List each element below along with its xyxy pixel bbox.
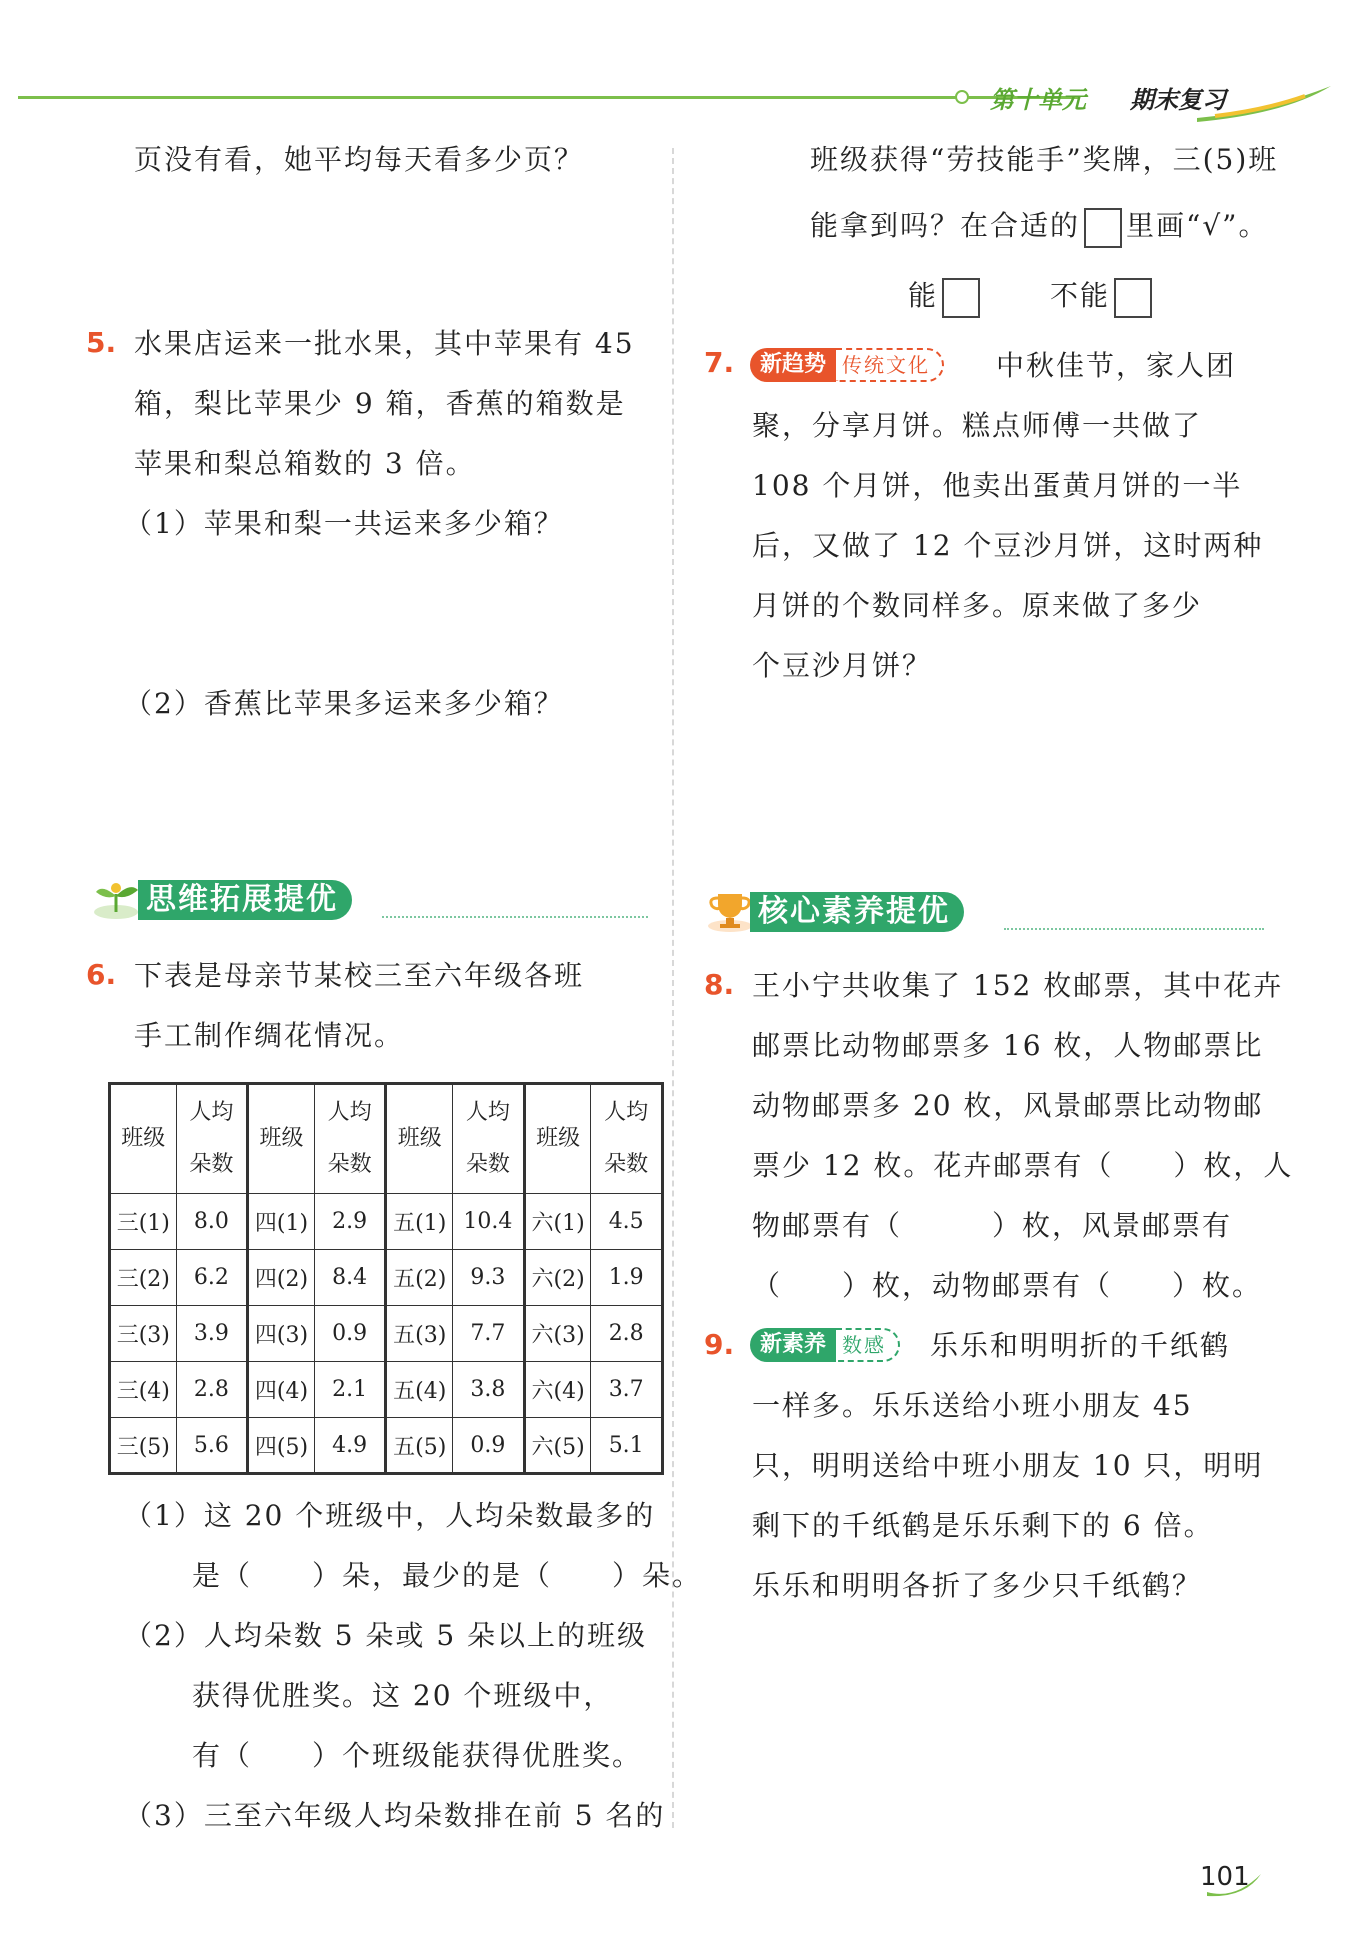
- q9-line-1: 乐乐和明明折的千纸鹤: [930, 1329, 1231, 1362]
- section-dots: [382, 916, 648, 918]
- question-number-8: 8.: [704, 968, 735, 1001]
- header-title: 期末复习: [1130, 86, 1226, 114]
- q6-line-2: 手工制作绸花情况。: [134, 1019, 405, 1052]
- table-header-class: 班级: [386, 1084, 453, 1194]
- table-header-row: [110, 1084, 663, 1194]
- table-header-class: 班级: [248, 1084, 315, 1194]
- q7-line-2: 聚，分享月饼。糕点师傅一共做了: [752, 409, 1203, 442]
- q9-line-3: 只，明明送给中班小朋友 10 只，明明: [752, 1449, 1264, 1482]
- q8-line-5: 物邮票有（ ）枚，风景邮票有: [752, 1209, 1233, 1242]
- table-cell: 9.3: [453, 1250, 525, 1306]
- question-number-7: 7.: [704, 346, 735, 379]
- table-cell: 四(2): [248, 1250, 315, 1306]
- option-no: 不能: [1050, 266, 1156, 326]
- q7-line-1: 中秋佳节，家人团: [996, 349, 1237, 382]
- option-yes: 能: [908, 266, 984, 326]
- q9-line-2: 一样多。乐乐送给小班小朋友 45: [752, 1389, 1193, 1422]
- q6-sub-2c: 有（ ）个班级能获得优胜奖。: [192, 1739, 643, 1772]
- table-cell: 三(4): [110, 1362, 177, 1418]
- q8-line-1: 王小宁共收集了 152 枚邮票，其中花卉: [752, 969, 1284, 1002]
- section-title: 核心素养提优: [750, 892, 964, 932]
- section-dots: [1004, 928, 1264, 930]
- table-cell: 四(3): [248, 1306, 315, 1362]
- table-cell: 三(5): [110, 1418, 177, 1474]
- table-cell: 3.7: [591, 1362, 663, 1418]
- table-cell: 六(1): [524, 1194, 591, 1250]
- table-cell: 三(1): [110, 1194, 177, 1250]
- checkbox-yes[interactable]: [942, 278, 980, 318]
- header-rule: [18, 96, 1078, 99]
- table-cell: 四(4): [248, 1362, 315, 1418]
- table-cell: 10.4: [453, 1194, 525, 1250]
- table-cell: 8.0: [176, 1194, 248, 1250]
- sprout-icon: [92, 876, 144, 922]
- q6-sub-1b: 是（ ）朵，最少的是（ ）朵。: [192, 1559, 703, 1592]
- q7-line-4: 后，又做了 12 个豆沙月饼，这时两种: [752, 529, 1264, 562]
- table-cell: 1.9: [591, 1250, 663, 1306]
- table-header-avg: 人均 朵数: [176, 1084, 248, 1194]
- table-cell: 五(2): [386, 1250, 453, 1306]
- table-cell: 2.9: [314, 1194, 386, 1250]
- table-cell: 3.8: [453, 1362, 525, 1418]
- trophy-icon: [704, 888, 756, 934]
- table-row: [110, 1362, 663, 1418]
- table-cell: 0.9: [314, 1306, 386, 1362]
- table-cell: 四(5): [248, 1418, 315, 1474]
- table-header-avg: 人均 朵数: [453, 1084, 525, 1194]
- q5-line-1: 水果店运来一批水果，其中苹果有 45: [134, 327, 635, 360]
- table-header-class: 班级: [110, 1084, 177, 1194]
- table-cell: 4.5: [591, 1194, 663, 1250]
- table-cell: 五(3): [386, 1306, 453, 1362]
- tag-literacy: 新素养 数感: [750, 1328, 900, 1364]
- q8-line-4: 票少 12 枚。花卉邮票有（ ）枚，人: [752, 1149, 1294, 1182]
- q6-sub-2a: （2）人均朵数 5 朵或 5 朵以上的班级: [124, 1619, 648, 1652]
- table-header-avg: 人均 朵数: [314, 1084, 386, 1194]
- tag-trend: 新趋势 传统文化: [750, 348, 944, 384]
- table-cell: 3.9: [176, 1306, 248, 1362]
- table-cell: 六(3): [524, 1306, 591, 1362]
- table-cell: 六(4): [524, 1362, 591, 1418]
- table-cell: 六(2): [524, 1250, 591, 1306]
- table-cell: 4.9: [314, 1418, 386, 1474]
- q7-line-6: 个豆沙月饼？: [752, 649, 933, 682]
- table-row: [110, 1418, 663, 1474]
- q6-sub-2b: 获得优胜奖。这 20 个班级中，: [192, 1679, 614, 1712]
- section-title: 思维拓展提优: [138, 880, 352, 920]
- q6-sub-1a: （1）这 20 个班级中，人均朵数最多的: [124, 1499, 656, 1532]
- q5-sub-1: （1）苹果和梨一共运来多少箱？: [124, 507, 564, 540]
- table-cell: 6.2: [176, 1250, 248, 1306]
- q6-line-1: 下表是母亲节某校三至六年级各班: [134, 959, 585, 992]
- q8-line-3: 动物邮票多 20 枚，风景邮票比动物邮: [752, 1089, 1264, 1122]
- table-cell: 5.1: [591, 1418, 663, 1474]
- table-header-class: 班级: [524, 1084, 591, 1194]
- q5-sub-2: （2）香蕉比苹果多运来多少箱？: [124, 687, 564, 720]
- q7-line-5: 月饼的个数同样多。原来做了多少: [752, 589, 1203, 622]
- table-cell: 2.8: [176, 1362, 248, 1418]
- swoosh-icon: [1195, 84, 1335, 124]
- table-cell: 五(4): [386, 1362, 453, 1418]
- table-cell: 四(1): [248, 1194, 315, 1250]
- q9-line-4: 剩下的千纸鹤是乐乐剩下的 6 倍。: [752, 1509, 1214, 1542]
- answer-box-inline: [1084, 208, 1122, 248]
- q8-line-6: （ ）枚，动物邮票有（ ）枚。: [752, 1269, 1263, 1302]
- q4-tail: 页没有看，她平均每天看多少页？: [134, 143, 585, 176]
- table-cell: 5.6: [176, 1418, 248, 1474]
- table-row: [110, 1250, 663, 1306]
- q6-tail-1: 班级获得“劳技能手”奖牌，三(5)班: [810, 143, 1279, 176]
- table-row: [110, 1194, 663, 1250]
- table-cell: 三(2): [110, 1250, 177, 1306]
- checkbox-no[interactable]: [1114, 278, 1152, 318]
- table-cell: 五(1): [386, 1194, 453, 1250]
- table-cell: 2.8: [591, 1306, 663, 1362]
- page-swoosh-icon: [1205, 1870, 1265, 1900]
- header-unit: 第十单元: [990, 86, 1086, 114]
- q5-line-3: 苹果和梨总箱数的 3 倍。: [134, 447, 476, 480]
- table-cell: 2.1: [314, 1362, 386, 1418]
- question-number-5: 5.: [86, 326, 117, 359]
- flower-table: [108, 1082, 664, 1475]
- table-cell: 0.9: [453, 1418, 525, 1474]
- question-number-6: 6.: [86, 958, 117, 991]
- question-number-9: 9.: [704, 1328, 735, 1361]
- table-cell: 五(5): [386, 1418, 453, 1474]
- q8-line-2: 邮票比动物邮票多 16 枚，人物邮票比: [752, 1029, 1264, 1062]
- q6-tail-2: 能拿到吗？在合适的 里画“√”。: [810, 196, 1269, 256]
- q7-line-3: 108 个月饼，他卖出蛋黄月饼的一半: [752, 469, 1243, 502]
- section-banner-core: [704, 888, 1264, 932]
- header-dot: [955, 90, 969, 104]
- table-header-avg: 人均 朵数: [591, 1084, 663, 1194]
- section-banner-thinking: [92, 876, 648, 920]
- q6-sub-3a: （3）三至六年级人均朵数排在前 5 名的: [124, 1799, 666, 1832]
- q5-line-2: 箱，梨比苹果少 9 箱，香蕉的箱数是: [134, 387, 626, 420]
- table-cell: 8.4: [314, 1250, 386, 1306]
- table-cell: 六(5): [524, 1418, 591, 1474]
- table-row: [110, 1306, 663, 1362]
- table-cell: 7.7: [453, 1306, 525, 1362]
- q9-line-5: 乐乐和明明各折了多少只千纸鹤？: [752, 1569, 1203, 1602]
- table-cell: 三(3): [110, 1306, 177, 1362]
- page-number: 101: [1200, 1862, 1250, 1892]
